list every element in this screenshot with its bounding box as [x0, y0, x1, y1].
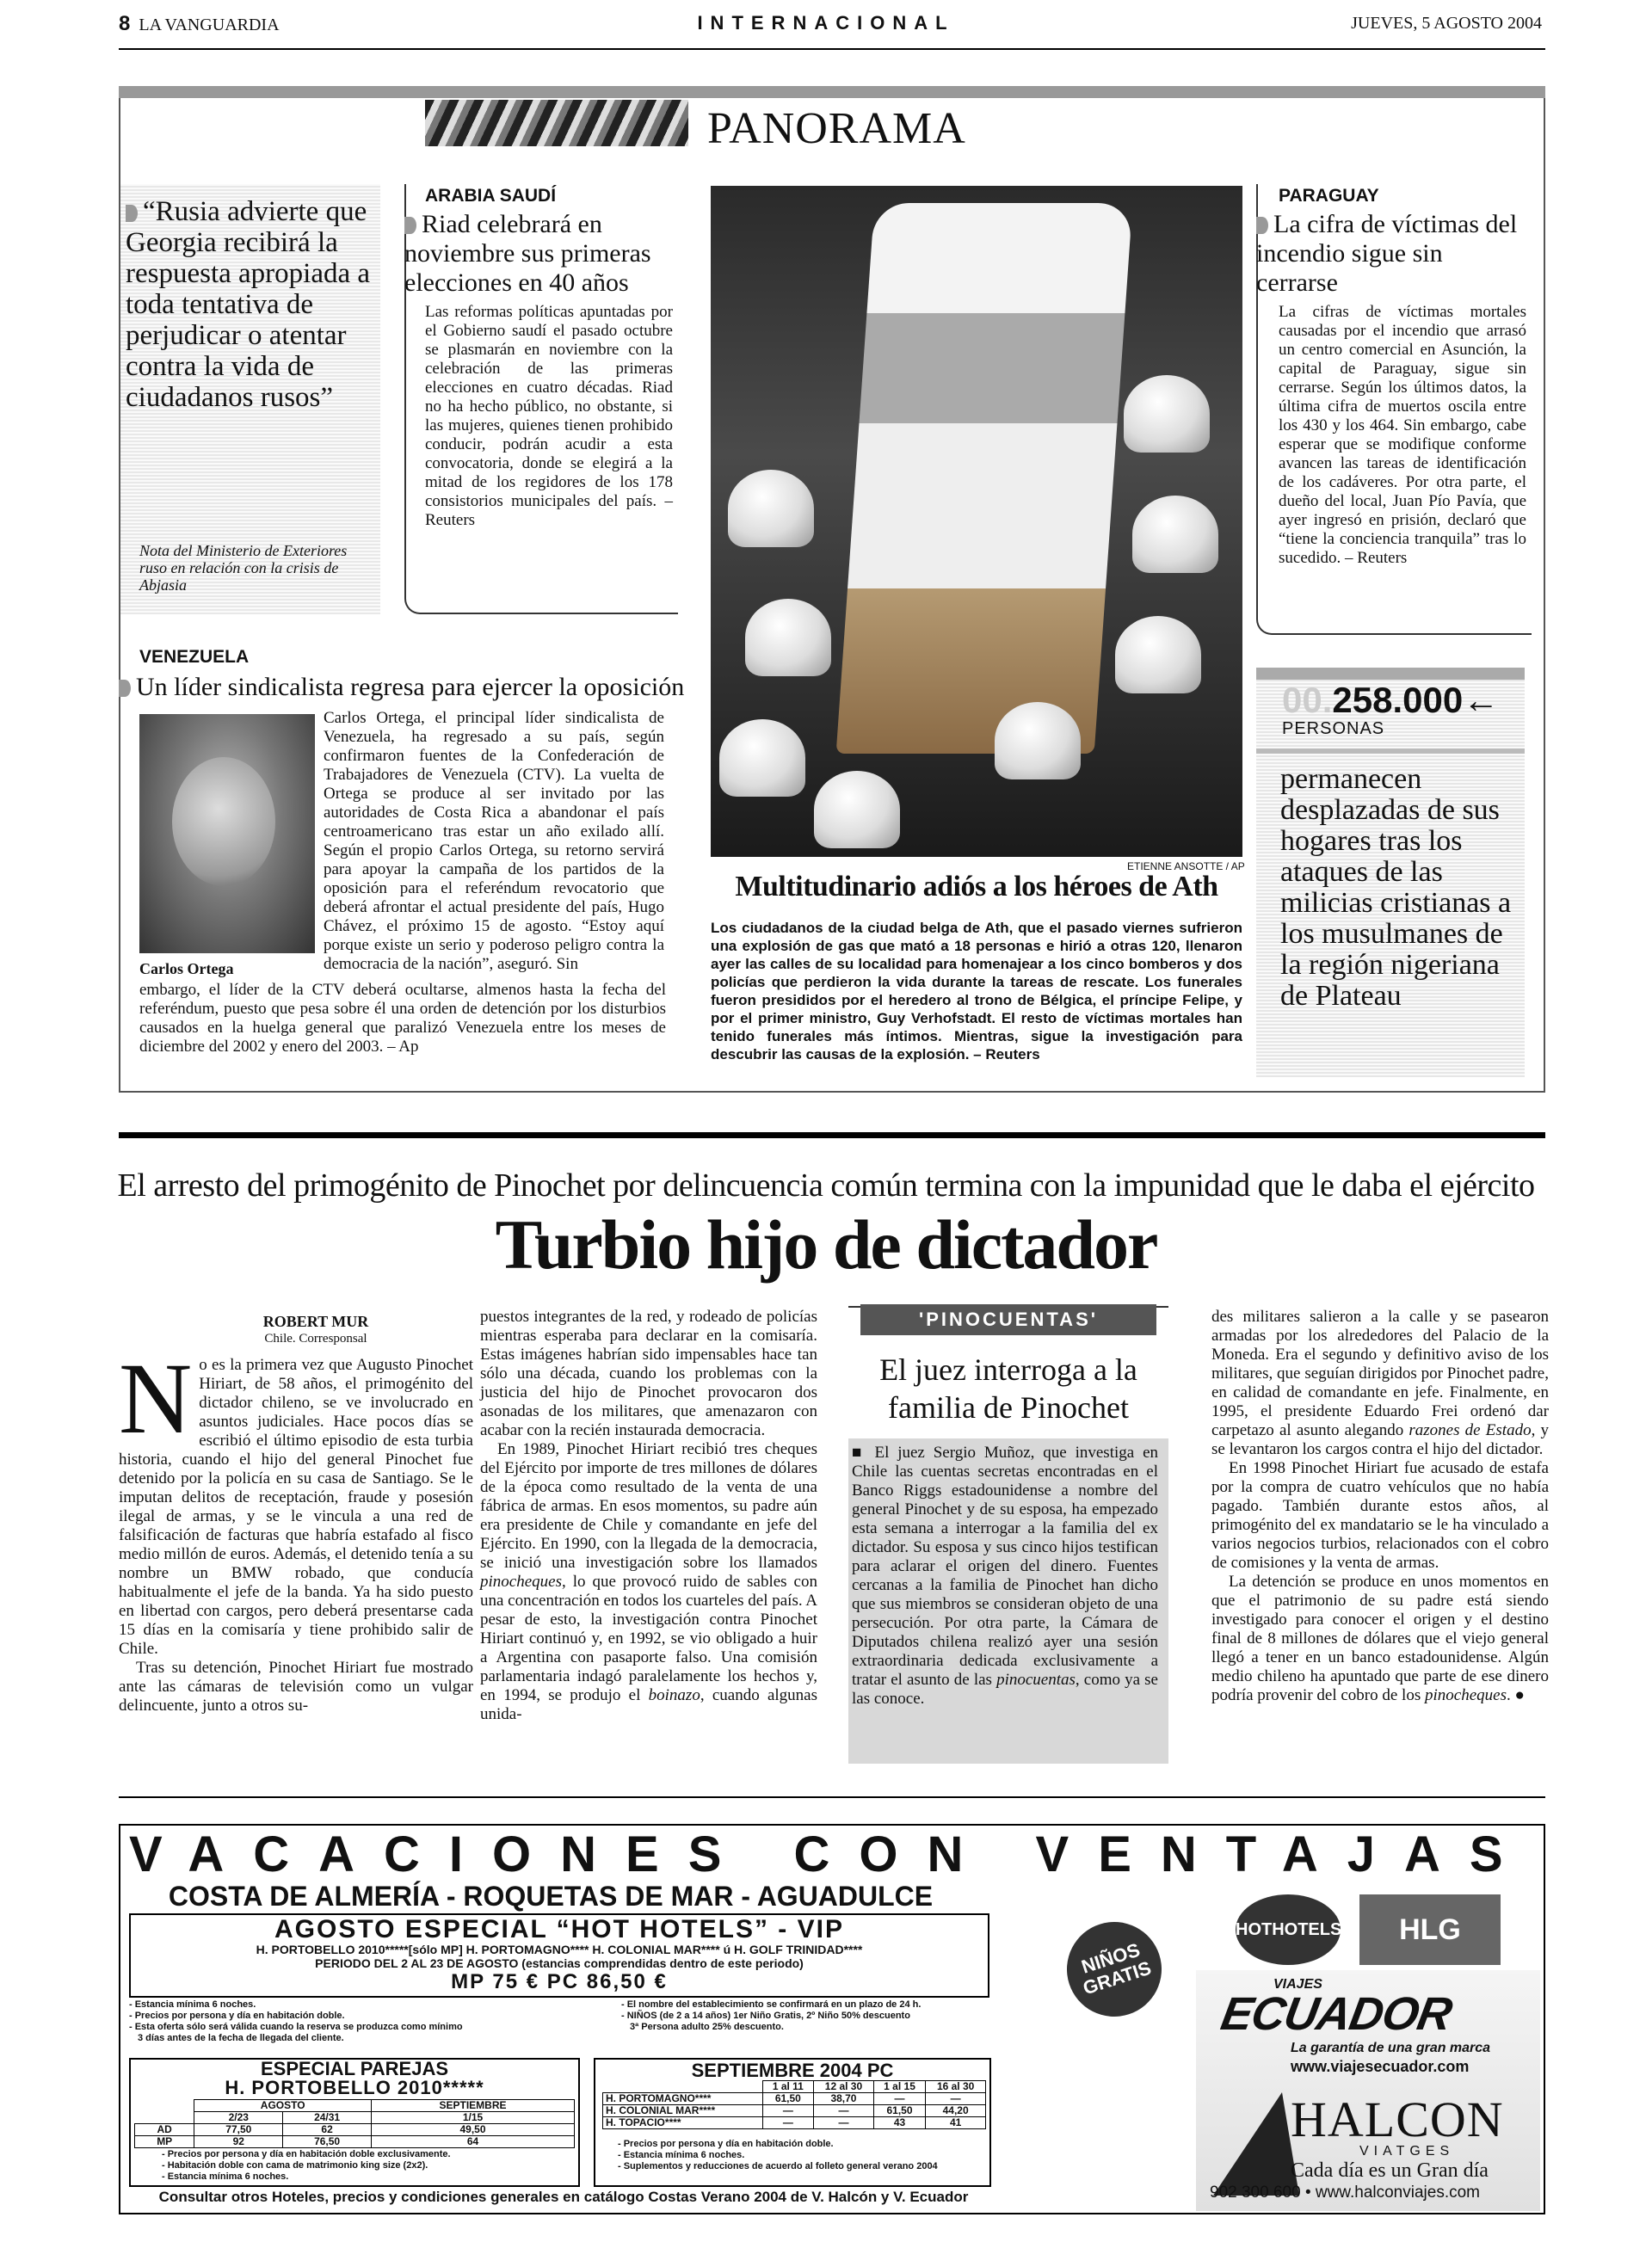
table-row: MP 92 76,50 64 — [135, 2136, 575, 2148]
section-name: INTERNACIONAL — [697, 12, 955, 34]
paragraph: puestos integrantes de la red, y rodeado de policías mientras esperaba para declarar en la comisaría. Estas imágenes habrían sido impensables hace tan sólo una década, cuando los problemas con la justicia del hijo de Pinochet provocaron dos asonadas de los militares, que amenazaron con acabar con la recién instaurada democracia. — [480, 1308, 817, 1439]
paragraph: Tras su detención, Pinochet Hiriart fue mostrado ante las cámaras de televisión como un vulgar delincuente, junto a otros su- — [119, 1659, 473, 1715]
halcon-tagline: Cada día es un Gran día — [1291, 2159, 1489, 2182]
helmet — [728, 470, 814, 547]
ad-sept-table: 1 al 11 12 al 30 1 al 15 16 al 30 H. PORTOMAGNO**** 61,50 38,70 — — H. COLONIAL MAR**** — — 61,50 44,20 H. TOPACIO**** — — 43 41 — [602, 2080, 986, 2129]
table-row: H. TOPACIO**** — — 43 41 — [603, 2117, 986, 2129]
firefighters-coffin-photo — [711, 186, 1242, 857]
section-divider — [119, 1132, 1545, 1138]
halcon-logo-icon — [1213, 2092, 1299, 2196]
helmet — [814, 771, 900, 848]
ecuador-web: www.viajesecuador.com — [1291, 2058, 1470, 2075]
halcon-logo: HALCON — [1291, 2091, 1504, 2147]
quote-source: Nota del Ministerio de Exteriores ruso en relación con la crisis de Abjasia — [139, 542, 348, 594]
arabia-headline: Riad celebrará en noviembre sus primeras elecciones en 40 años — [404, 210, 651, 297]
ninos-gratis-badge: NIÑOS GRATIS — [1055, 1910, 1174, 2030]
story-column-1: No es la primera vez que Augusto Pinochet Hiriart, de 58 años, el primogénito del dictador chileno, se ve involucrado en asuntos judiciales. Hace pocos días se escribió el último episodio de esta turbia historia, cuando el hijo del general Pinochet fue detenido por la policía en su casa de Santiago. Se le imputan delitos de receptación, fraude y posesión ilegal de armas, y se le vincula a una red de falsificación de facturas que habría estafado al fisco medio millón de euros. Además, el detenido tenía a su nombre un BMW robado, que conducía habitualmente el jefe de la banda. Ya ha sido puesto en libertad con cargos, pero deberá presentarse cada 15 días en la comisaría y tiene prohibido salir de Chile. Tras su detención, Pinochet Hiriart fue mostrado ante las cámaras de televisión como un vulgar delincuente, junto a otros su- — [119, 1342, 473, 1715]
ecuador-slogan: La garantía de una gran marca — [1291, 2041, 1491, 2055]
bullet-icon — [119, 680, 131, 697]
ortega-photo-caption: Carlos Ortega — [139, 960, 234, 977]
ecuador-logo: ECUADOR — [1217, 1988, 1456, 2040]
panorama-title: PANORAMA — [707, 104, 966, 153]
stat-text: permanecen desplazadas de sus hogares tras los ataques de las milicias cristianas a los musulmanes de la región nigeriana de Plateau — [1280, 763, 1512, 1012]
quote-text: “Rusia advierte que Georgia recibirá la respuesta apropiada a toda tentativa de perjudicar o atentar contra la vida de ciudadanos rusos” — [126, 196, 371, 413]
table-row: H. PORTOMAGNO**** 61,50 38,70 — — — [603, 2093, 986, 2105]
bullet-icon — [1256, 217, 1268, 234]
venezuela-section-label: VENEZUELA — [139, 647, 250, 667]
helmet — [1124, 375, 1210, 453]
photo-credit: ETIENNE ANSOTTE / AP — [1127, 860, 1245, 872]
coffin-flag — [836, 203, 1133, 754]
viajes-label: VIAJES — [1273, 1977, 1322, 1992]
paper-name: LA VANGUARDIA — [139, 15, 280, 34]
arabia-body: Las reformas políticas apuntadas por el Gobierno saudí el pasado octubre se plasmarán en noviembre con la celebración de las primeras elecciones en cuatro décadas. Riad no ha hecho público, no obstante, si las mujeres, quienes tienen prohibido conducir, podrán acudir a esta convocatoria, donde se elegirá a la mitad de los regidores de los 178 consistorios municipales del país. – Reuters — [425, 303, 673, 529]
panorama-top-bar — [119, 86, 1545, 98]
venezuela-headline: Un líder sindicalista regresa para ejercer la oposición — [119, 673, 687, 702]
ad-headline: VACACIONES CON VENTAJAS — [129, 1826, 1532, 1882]
helmet — [995, 702, 1081, 779]
pinocuentas-body: ■ El juez Sergio Muñoz, que investiga en Chile las cuentas secretas encontradas en el Banco Riggs estadounidense a nombre del general Pinochet y de su esposa, ha empezado esta semana a interrogar a la familia del ex dictador. Su esposa y sus cinco hijos testifican para aclarar el origen del dinero. Fuentes cercanas a la familia de Pinochet han dicho que sus miembros se consideran objeto de una persecución. Por otra parte, la Cámara de Diputados chilena realizó ayer una sesión extraordinaria dedicada exclusivamente a tratar el asunto de las pinocuentas, como ya se las conoce. — [852, 1444, 1158, 1708]
ad-footer: Consultar otros Hoteles, precios y condiciones generales en catálogo Costas Verano 2004 de V. Halcón y V. Ecuador — [158, 2189, 969, 2205]
story-title: Turbio hijo de dictador — [495, 1205, 1157, 1284]
ad-notes-right: - El nombre del establecimiento se confirmará en un plazo de 24 h. - NIÑOS (de 2 a 14 años) 1er Niño Gratis, 2º Niño 50% descuento 3ª Persona adulto 25% descuento. — [621, 1999, 922, 2032]
ad-notes-left: - Estancia mínima 6 noches. - Precios por persona y día en habitación doble. - Esta oferta sólo será válida cuando la reserva se produzca como mínimo 3 días antes de la fecha de llegada del cliente. — [129, 1999, 463, 2043]
story-column-2 — [480, 1308, 817, 1724]
paragraph: En 1989, Pinochet Hiriart recibió tres cheques del Ejército por importe de tres millones de dólares de la época como resultado de la venta de una fábrica de armas. En esos momentos, su padre aún era presidente de Chile y comandante en jefe del Ejército. En 1990, con la llegada de la democracia, se inició una investigación sobre los llamados pinocheques, lo que provocó ruido de sables con una concentración en todos los cuarteles del país. A pesar de esto, la investigación contra Pinochet Hiriart continuó y, en 1992, se vio obligado a huir a Argentina con pasaporte falso. Una comisión parlamentaria indagó paralelamente los hechos y, en 1994, se produjo el boinazo, cuando algunas unida- — [480, 1440, 818, 1723]
byline-role: Chile. Corresponsal — [264, 1332, 367, 1346]
ortega-face — [172, 757, 275, 886]
paraguay-body: La cifras de víctimas mortales causadas por el incendio que arrasó un centro comercial en Asunción, la capital de Paraguay, sigue sin cerrarse. Según los últimos datos, la última cifra de muertos oscila entre los 430 y los 464. Sin embargo, cabe esperar que se modifique conforme avancen las tareas de identificación de los cadáveres. Por otra parte, el dueño del local, Juan Pío Pavía, que ayer ingresó en prisión, declaró que “tiene la conciencia tranquila” tras lo sucedido. – Reuters — [1279, 303, 1526, 567]
stat-rule — [1256, 748, 1525, 754]
flags-banner-image — [425, 100, 688, 146]
pinocuentas-headline: El juez interroga a la familia de Pinochet — [879, 1352, 1137, 1425]
viatges-label: VIATGES — [1359, 2144, 1455, 2159]
paragraph: En 1998 Pinochet Hiriart fue acusado de estafa por la compra de cuatro vehículos que no había pagado. También durante estos años, al primogénito del ex mandatario se le ha vinculado a varios negocios turbios, relacionados con el cobro de comisiones y la venta de armas. — [1211, 1459, 1549, 1572]
drop-cap: N — [119, 1342, 193, 1455]
photo-headline: Multitudinario adiós a los héroes de Ath — [735, 871, 1218, 902]
ad-offer-title: AGOSTO ESPECIAL “HOT HOTELS” - VIP — [274, 1915, 844, 1943]
ad-parejas-hotel: H. PORTOBELLO 2010***** — [225, 2077, 484, 2098]
table-row: H. COLONIAL MAR**** — — 61,50 44,20 — [603, 2105, 986, 2117]
bullet-icon — [404, 217, 416, 234]
ad-hotels: H. PORTOBELLO 2010*****[sólo MP] H. PORTOMAGNO**** H. COLONIAL MAR**** ú H. GOLF TRINIDAD**** — [256, 1943, 863, 1956]
story-deck: El arresto del primogénito de Pinochet por delincuencia común termina con la impunidad que le daba el ejército — [117, 1167, 1535, 1204]
header-rule — [119, 48, 1545, 50]
ad-sept-title: SEPTIEMBRE 2004 PC — [691, 2060, 894, 2081]
hothotels-logo: HOTHOTELS — [1236, 1894, 1341, 1965]
venezuela-body: Carlos Ortega, el principal líder sindicalista de Venezuela, ha regresado a su país, según confirmaron fuentes de la Confederación de Trabajadores de Venezuela (CTV). La vuelta de Ortega se produce al ser invitado por las autoridades de Costa Rica a abandonar el país centroamericano tras estar un año exilado allí. Según el propio Carlos Ortega, su retorno servirá para apoyar la campaña de los partidos de la oposición para el referéndum revocatorio que deberá afrontar el actual presidente del país, Hugo Chávez, el próximo 15 de agosto. “Estoy aquí porque existe un serio y poderoso peligro contra la democracia de la nación”, aseguró. Sin — [324, 709, 664, 973]
helmet — [1132, 496, 1218, 573]
ad-parejas-title: ESPECIAL PAREJAS — [260, 2058, 449, 2079]
ad-parejas-notes: - Precios por persona y día en habitación doble exclusivamente. - Habitación doble con cama de matrimonio king size (2x2). - Estancia mínima 6 noches. — [162, 2149, 451, 2182]
halcon-contact: 902 300 600 • www.halconviajes.com — [1210, 2183, 1481, 2202]
pinocuentas-label: 'PINOCUENTAS' — [860, 1304, 1156, 1335]
bullet-icon — [126, 205, 138, 222]
photo-caption: Los ciudadanos de la ciudad belga de Ath, que el pasado viernes sufrieron una explosión de gas que mató a 18 personas e hirió a otras 120, llenaron ayer las calles de su localidad para homenajear a los cinco bomberos y dos policías que perdieron la vida durante la tareas de rescate. Los funerales fueron presididos por el heredero al trono de Bélgica, el príncipe Felipe, y por el primer ministro, Guy Verhofstadt. El resto de víctimas mortales han tenido funerales más íntimos. Mientras, sigue la investigación para descubrir las causas de la explosión. – Reuters — [711, 920, 1242, 1062]
story-column-4 — [1211, 1308, 1549, 1705]
helmet — [719, 719, 805, 797]
ad-price: MP 75 € PC 86,50 € — [451, 1970, 668, 1993]
venezuela-body-cont: embargo, el líder de la CTV deberá ocultarse, almenos hasta la fecha del referéndum, puesto que pesa sobre él una orden de detención por los disturbios causados en la huelga general que paralizó Venezuela entre los meses de diciembre del 2002 y enero del 2003. – Ap — [139, 981, 666, 1056]
stat-number: 00.258.000← — [1282, 680, 1500, 720]
paraguay-headline: La cifra de víctimas del incendio sigue sin cerrarse — [1256, 210, 1518, 297]
paragraph: La detención se produce en unos momentos en que el patrimonio de su padre está siendo investigado para conocer el origen y el destino final de 8 millones de dólares que el viejo general llegó a tener en un banco estadounidense. Algún medio chileno ha apuntado que parte de ese dinero podría provenir del cobro de los pinocheques. ● — [1211, 1573, 1549, 1704]
helmet — [1115, 616, 1201, 693]
ad-parejas-table: AGOSTO SEPTIEMBRE 2/23 24/31 1/15 AD 77,50 62 49,50 MP 92 76,50 64 — [134, 2099, 575, 2148]
table-row: AD 77,50 62 49,50 — [135, 2124, 575, 2136]
helmet — [745, 599, 831, 676]
page-number: 8 — [119, 12, 131, 35]
byline: ROBERT MUR — [262, 1313, 369, 1330]
arabia-section-label: ARABIA SAUDÍ — [425, 186, 557, 206]
ad-destination: COSTA DE ALMERÍA - ROQUETAS DE MAR - AGUADULCE — [168, 1881, 934, 1912]
issue-date: JUEVES, 5 AGOSTO 2004 — [1351, 14, 1542, 33]
ad-rule — [119, 1796, 1545, 1798]
hlg-logo: HLG — [1359, 1894, 1501, 1965]
paragraph: des militares salieron a la calle y se pasearon armadas por los alrededores del Palacio de la Moneda. Era el segundo y definitivo aviso de los militares, que seguían dirigidos por Pinochet padre, en calidad de comandante en jefe. Finalmente, en 1995, el presidente Eduardo Frei ordenó dar carpetazo al asunto alegando razones de Estado, y se levantaron los cargos contra el hijo del dictador. — [1211, 1308, 1550, 1458]
paraguay-section-label: PARAGUAY — [1279, 186, 1379, 206]
arrow-left-icon: ← — [1463, 680, 1500, 720]
ad-period: PERIODO DEL 2 AL 23 DE AGOSTO (estancias comprendidas dentro de este periodo) — [315, 1956, 804, 1970]
stat-label: PERSONAS — [1282, 719, 1385, 738]
ad-sept-notes: - Precios por persona y día en habitación doble. - Estancia mínima 6 noches. - Suplementos y reducciones de acuerdo al folleto general verano 2004 — [618, 2139, 938, 2171]
